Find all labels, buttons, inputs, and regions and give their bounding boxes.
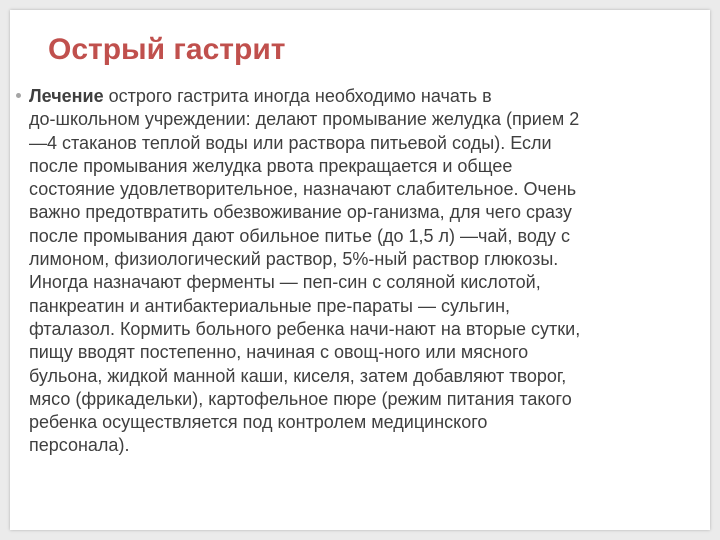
text-line: до-школьном учреждении: делают промывание желудка (прием 2	[29, 109, 580, 130]
text-line: пищу вводят постепенно, начиная с овощ-ного или мясного	[29, 342, 529, 363]
text-line: персонала).	[29, 435, 130, 456]
text-line: после промывания желудка рвота прекращается и общее	[29, 155, 513, 176]
text-line: бульона, жидкой манной каши, киселя, затем добавляют творог,	[29, 365, 567, 386]
text-line: мясо (фрикадельки), картофельное пюре (режим питания такого	[29, 388, 572, 409]
slide-title: Острый гастрит	[48, 33, 286, 66]
text-line: после промывания дают обильное питье (до 1,5 л) —чай, воду с	[29, 225, 570, 246]
text-line: панкреатин и антибактериальные пре-параты — сульгин,	[29, 295, 511, 316]
text-line: лимоном, физиологический раствор, 5%-ный раствор глюкозы.	[29, 249, 559, 270]
bullet-dot-icon	[16, 93, 21, 98]
text-line	[29, 85, 699, 108]
text-line-content: острого гастрита иногда необходимо начать в	[103, 86, 492, 106]
bullet-lead: Лечение	[29, 86, 104, 106]
text-line: Иногда назначают ферменты — пеп-син с соляной кислотой,	[29, 272, 541, 293]
bullet-paragraph	[29, 85, 699, 458]
text-line: состояние удовлетворительное, назначают слабительное. Очень	[29, 179, 577, 200]
slide-panel	[10, 10, 710, 530]
text-line: важно предотвратить обезвоживание ор-ганизма, для чего сразу	[29, 202, 572, 223]
text-line: фталазол. Кормить больного ребенка начи-нают на вторые сутки,	[29, 318, 581, 339]
text-line: —4 стаканов теплой воды или раствора питьевой соды). Если	[29, 132, 552, 153]
text-line: ребенка осуществляется под контролем медицинского	[29, 412, 488, 433]
